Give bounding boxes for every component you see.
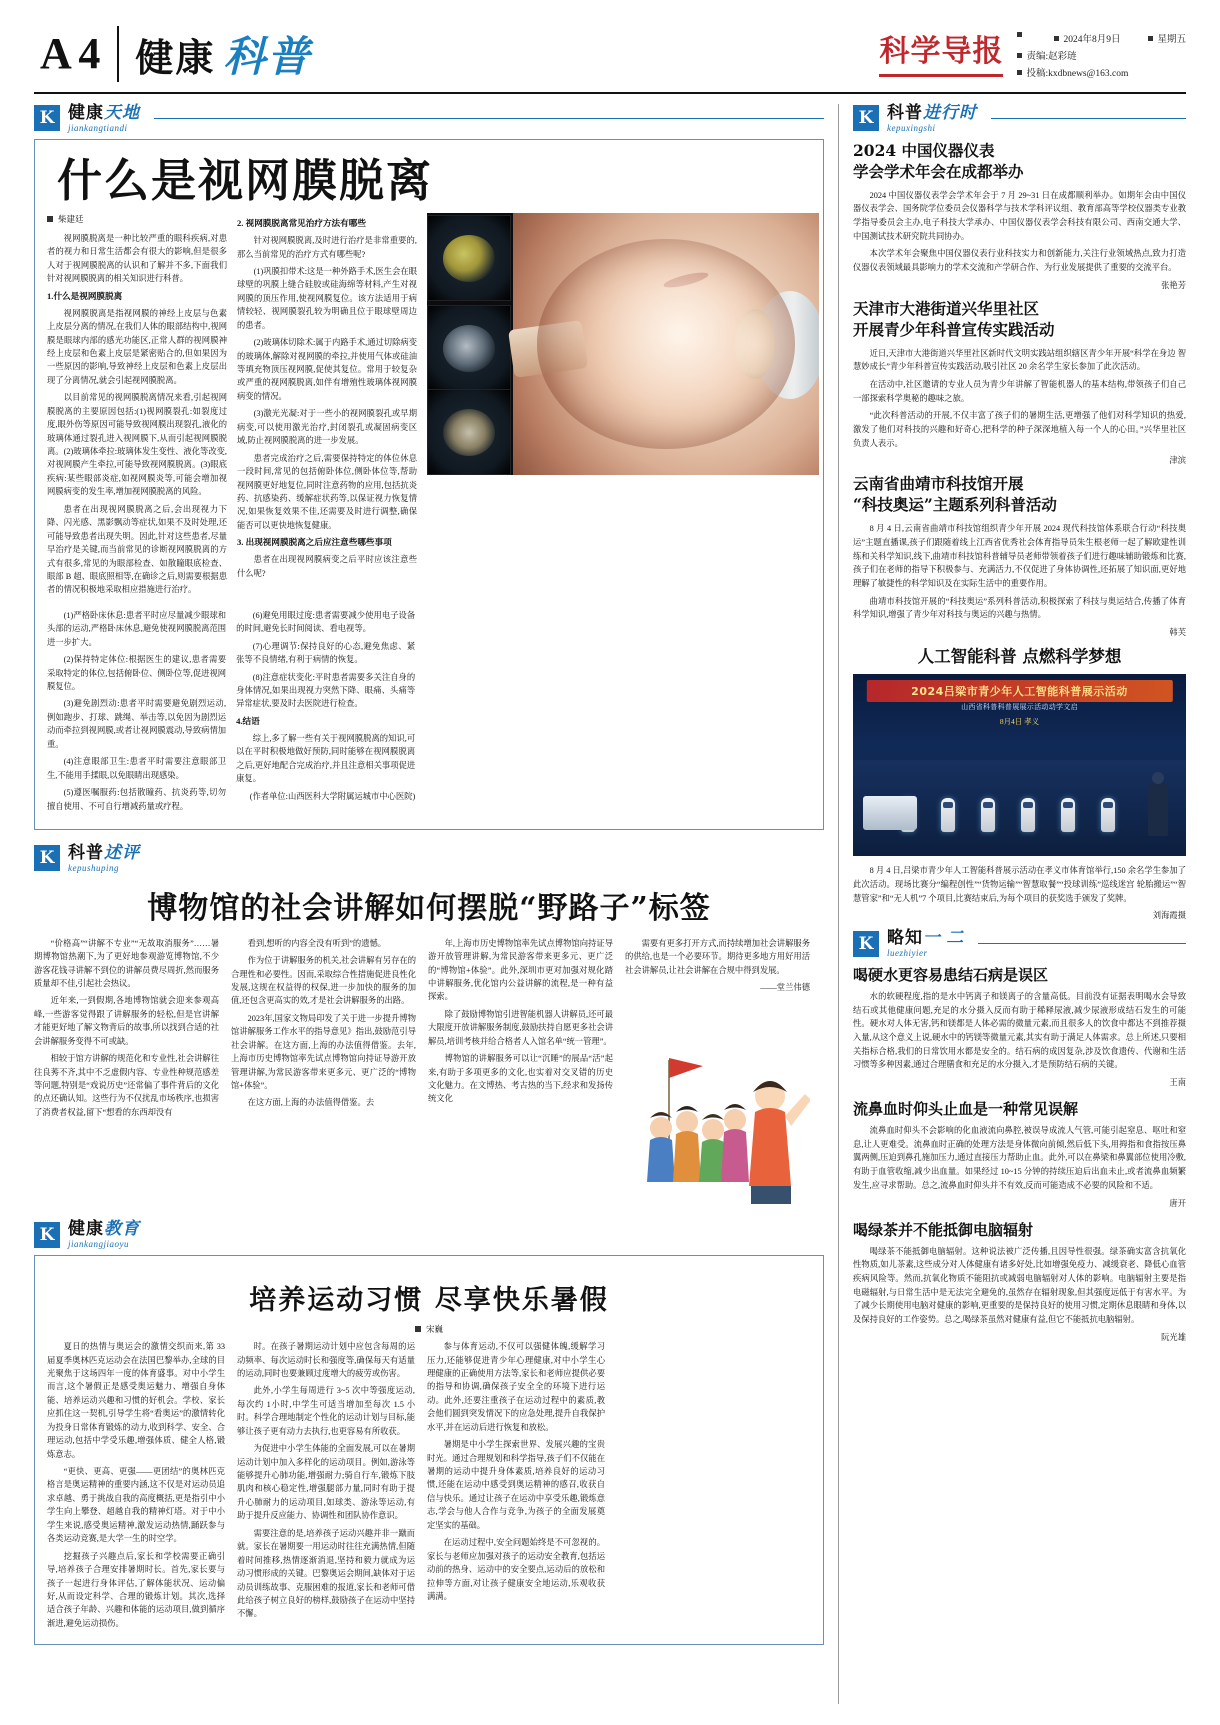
sec1-cn-blue: 天地 [104,103,140,122]
news1-title-line2: 学会学术年会在成都举办 [853,161,1024,181]
paragraph: 相较于馆方讲解的规范化和专业性,社会讲解往往良莠不齐,其中不乏虚假内容、专业性种规范感差等问题,特别是“戏说历史”还常偏了事件背后的文化的点还确认知。这些行为不仅扰乱市场秩序,也损害了消费者权益,留下“想看的东西却没有 [34,1054,219,1117]
article3-col4 [617,1340,795,1634]
news3-title-line1: 云南省曲靖市科技馆开展 [853,474,1024,494]
section-logo [117,26,311,82]
paragraph: 视网膜脱离是一种比较严重的眼科疾病,对患者的视力和日常生活都会有很大的影响,但是很多人对于视网膜脱离的认识和了解并不多,下面我们针对视网膜脱离的相关知识进行科普。 [47,233,227,284]
robot-icon [981,798,995,832]
exhibit-booth [863,796,917,830]
masthead-right [879,26,1186,83]
promo-signature: 刘海霞摄 [1152,911,1186,921]
paragraph: 参与体育运动,不仅可以强健体魄,缓解学习压力,还能够促进青少年心理健康,对中小学生心理健康的正确使用方法等,家长和老师应提供必要的指导和协调,确保孩子安全全的环境下进行运动。此外,还要注重孩子在运动过程中的素质,教会他们圆到突发情况下的应急处理,提升自我保护水平,并在运动后进行恢复和放松。 [427,1342,605,1432]
paragraph: 在活动中,社区邀请的专业人员为青少年讲解了智能机器人的基本结构,带领孩子们自己一部探索科学奥秘的趣味之旅。 [853,379,1186,403]
k-logo-icon: K [34,1222,60,1248]
paragraph: 综上,多了解一些有关于视网膜脱离的知识,可以在平时积极地做好预防,同时能够在视网膜脱离之后,更好地配合完成治疗,并且注意相关事项促进康复。 [236,733,416,784]
sec3-pinyin: jiankangjiaoyu [68,1239,129,1250]
article3-col1 [47,1340,225,1634]
promo-banner-text: 2024吕梁市青少年人工智能科普展示活动 [866,680,1172,702]
sec3-cn-blue: 教育 [104,1219,140,1239]
subheading: 1.什么是视网膜脱离 [47,290,123,301]
eye-thumbnail-1 [427,215,511,301]
news1-signature: 张艳芳 [1161,280,1186,290]
article1-col2 [237,213,417,601]
robot-icon [1101,798,1115,832]
paragraph: 年,上海市历史博物馆率先试点博物馆向持证导游开放管理讲解,为常民游客带来更多元、更广泛的“博物馆+体验”。此外,深圳市更对加强对规化踏中讲解服务,优化馆内公益讲解的流程,是一种有益探索。 [428,938,613,1002]
paragraph: (6)避免用眼过度:患者需要减少使用电子设备的时间,避免长时间阅读、看电视等。 [236,610,416,634]
robot-icon [941,798,955,832]
paragraph: 除了鼓励博物馆引进智能机器人讲解员,还可最大限度开放讲解服务制度,鼓励扶持自愿更多社会讲解员,培训考核并给合格者人入馆名单“统一管理”。 [428,1009,613,1046]
news3-body [853,522,1186,622]
sec1-pinyin: jiankangtiandi [68,122,128,133]
paragraph: 喝绿茶不能抵御电脑辐射。这种说法被广泛传播,且因导性很强。绿茶确实富含抗氧化性物质,如儿茶素,这些成分对人体健康有诸多好处,比如增强免疫力、减缓衰老、降低心血管疾病风险等。然而,抗氧化物质不能阻抗或减弱电脑辐射对人体的影响。电脑辐射主要是指电磁辐射,与日常生活中是无法完全避免的,虽然存在辐射现象,但其强度远低于有害水平。为了减少长期使用电脑对健康的影响,更重要的是保持良好的使用习惯,定期休息眼睛和身体,以及保持良好的工作姿势。总之,喝绿茶虽然对健康有益,但它不能抵抗电脑辐射。 [853,1246,1186,1324]
article-sports-habits [34,1255,824,1645]
sec2-pinyin: kepushuping [68,862,119,873]
promo-caption [853,864,1186,905]
paragraph: 在运动过程中,安全问题始终是不可忽视的。家长与老师应加强对孩子的运动安全教育,包括运动前的热身、运动中的安全要点,运动后的放松和拉伸等方面,对让孩子健康安全地运动,乐观收获满满。 [427,1538,605,1601]
robot-icon [1061,798,1075,832]
section-logo-cn1: 健康 [135,35,216,80]
lens [735,309,775,379]
paragraph: (1)巩膜扣带术:这是一种外路手术,医生会在眼球壁的巩膜上缝合硅胶或硅海绵等材料,产生对视网膜的顶压作用,使视网膜复位。该方法适用于病情较轻、视网膜裂孔较为明确且位于眼球壁周边的患者。 [237,266,417,330]
paragraph: 2024 中国仪器仪表学会学术年会于 7 月 29~31 日在成都顺利举办。如期年会由中国仪器仪表学会、国务院学位委员会仪器科学与技术学科评议组、教育部高等学校仪器类专业教学指导委员会主办,电子科技大学承办、中国仪器仪表学会科技有限公司、西南交通大学、中国测试技术研究院共同协办。 [853,190,1186,241]
rsec2-cn-black: 略知 [887,928,923,948]
paragraph: “此次科普活动的开展,不仅丰富了孩子们的暑期生活,更增强了他们对科学知识的热爱,激发了他们对科技的兴趣和好奇心,把科学的种子深深地植入每一个人的心田。”兴华里社区负责人表示。 [853,411,1186,448]
subheading: 3. 出现视网膜脱离之后应注意些哪些事项 [237,537,392,548]
article1-col4 [236,609,415,817]
paragraph: “更快、更高、更强——更团结”的奥林匹克格言是奥运精神的重要内涵,这不仅是对运动员追求卓越、勇于挑战自我的高度概括,更是指引中小学生向上攀登、超越自我的精神灯塔。对于中小学生来说,感受奥运精神,激发运动热情,踊跃参与各类运动竞赛,是大学一生的时空学。 [47,1467,225,1544]
tip1-signature: 王南 [1169,1078,1186,1088]
paragraph: (5)遵医嘱服药:包括散瞳药、抗炎药等,切勿擅自使用、不可自行增减药量或疗程。 [47,788,227,811]
paragraph: 夏日的热情与奥运会的激情交织而来,第 33 届夏季奥林匹克运动会在法国巴黎举办,全球的目光聚焦于这场四年一度的体育盛事。对中小学生而言,这个暑假正是感受奥运魅力、增强自身体能、培养运动兴趣和习惯的好机会。学校、家长应抓住这一契机,引导学生将“看奥运”的激情转化为投身日常体育锻炼的动力,收到科学、安全、合理运动,包括中学受乐趣,增强体质、健全人格,锻炼意志。 [47,1342,225,1459]
subheading: 4.结语 [236,715,260,726]
article-retinal-detachment [34,139,824,830]
promo-subtitle: 山西省科普科普展展示活动动学文启 [961,703,1078,712]
paragraph: 患者在出现视网膜病变之后平时应该注意些什么呢? [237,555,417,578]
tip1-body [853,990,1186,1072]
section-header-kepu-jinxingshi [853,104,1186,133]
paragraph: 以目前常见的视网膜脱离情况来看,引起视网膜脱离的主要原因包括:(1)视网膜裂孔:如裂度过度,眼外伤等原因可能导致视网膜出现裂孔,液化的玻璃体通过裂孔进入视网膜下,从而引起视网膜脱离。(2)玻璃体牵拉:玻璃体发生变性、液化等改变,对视网膜产生牵拉,可能导致视网膜脱离。(3)眼底疾病:某些眼部炎症,如视网膜炎等,可能会增加视网膜病变的发生率,增加视网膜脱离的风险。 [47,393,227,497]
article3-headline: 培养运动习惯 尽享快乐暑假 [249,1285,609,1317]
paragraph: 此外,小学生每周进行 3~5 次中等强度运动,每次约 1小时,中学生可适当增加至每次 1.5 小时。科学合理地制定个性化的运动计划与目标,能够让孩子更有动力去执行,也更容易有所收获。 [237,1386,415,1436]
article2-col3 [428,937,613,1211]
news-item [853,474,1186,638]
tip2-body [853,1124,1186,1192]
section-logo-cn2: 科普 [223,32,312,81]
issue-weekday: 星期五 [1148,32,1186,49]
article2-illustration [625,1000,810,1210]
optic-nerve [508,320,588,378]
paragraph: 视网膜脱离是指视网膜的神经上皮层与色素上皮层分离的情况,在我们人体的眼部结构中,视网膜是眼球内部的感光功能区,正常人群的视网膜神经上皮层和色素上皮层是紧密贴合的,但如果因为一些原因的影响,导致神经上皮层和色素上皮层出现了分离情况,就会引起视网膜脱离。 [47,308,227,385]
eye-anatomy-image [427,213,819,475]
paragraph: 暑期是中小学生探索世界、发展兴趣的宝贵时光。通过合理规划和科学指导,孩子们不仅能在暑期的运动中提升身体素质,培养良好的运动习惯,还能在运动中感受到奥运精神的感召,收获自信与快乐。通过让孩子在运动中享受乐趣,锻炼意志,学会与他人合作与竞争,为孩子的全面发展奠定坚实的基础。 [427,1440,605,1530]
tip2-signature: 唐开 [1169,1198,1186,1208]
paragraph: 针对视网膜脱离,及时进行治疗是非常重要的,那么当前常见的治疗方式有哪些呢? [237,236,417,259]
rsec2-pinyin: luezhiyier [887,947,928,958]
section-rule [991,118,1186,119]
promo-photo [853,674,1186,856]
guide-and-visitors-illustration [625,1000,810,1210]
submission-email: 投稿:kxdbnews@163.com [1017,66,1186,83]
issue-date: 2024年8月9日 [1054,32,1120,49]
rsec1-cn-blue: 进行时 [923,103,977,122]
eye-cross-section [513,213,819,475]
article1-byline: 柴建廷 [47,213,227,227]
article2-col2 [231,937,416,1211]
article3-col3 [427,1340,605,1634]
k-logo-icon: K [853,931,879,957]
section-rule [154,118,824,119]
paragraph: 为促进中小学生体能的全面发展,可以在暑期运动计划中加入多样化的运动项目。例如,游泳等能够提升心肺功能,增强耐力;骑自行车,锻炼下肢肌肉和核心稳定性,增强腿部力量,同时有助于提升心肺耐力的运动项目,如球类、游泳等运动,有助于提升反应能力、协调性和团队协作意识。 [237,1444,415,1521]
sec2-cn-black: 科普 [68,842,104,862]
article-museum-guides [34,883,824,1211]
paragraph: 8 月 4 日,云南省曲靖市科技馆组织青少年开展 2024 现代科技馆体系联合行动“科技奥运”主题直播课,孩子们跟随着线上江西省优秀社会体育指导员朱生根老师一起了解欧建性训练和关科学知识,线下,曲靖市科技馆科普辅导员老师带领着孩子们进行趣味辅助锻炼和比赛,孩子们在老师的指导下积极参与、充满活力,不仅促进了身体协调性,还拓展了知识面,更好地理解了敏捷性的科学知识及在实际生活中的重要作用。 [853,524,1186,588]
paragraph: 近日,天津市大港街道兴华里社区新时代文明实践站组织辖区青少年开展“科学在身边 智慧妙成长”青少年科普宣传实践活动,吸引社区 20 余名学生家长参加了此次活动。 [853,348,1186,372]
article1-col3 [47,609,226,817]
k-logo-icon: K [34,845,60,871]
rsec1-pinyin: kepuxingshi [887,122,936,133]
section-header-health-education [34,1220,824,1249]
paragraph: 患者完成治疗之后,需要保持特定的体位休息一段时间,常见的包括俯卧体位,侧卧体位等,帮助视网膜更好地复位,同时注意药物的应用,包括抗炎药、抗感染药、缓解症状药等,以保证视力恢复情况,如果恢复效果不佳,还需要及时进行调整,确保能否可以更快地恢复健康。 [237,453,417,530]
sec3-cn-black: 健康 [68,1219,104,1239]
news1-body [853,189,1186,275]
editor-line: 责编:赵彩琏 [1017,49,1186,66]
paragraph: 博物馆的讲解服务可以让“沉睡”的展品“活”起来,有助于多项更多的文化,也实着对交叉错的历史文化魅力。在文博热、考古热的当下,经求和发扬传统文化 [428,1054,613,1104]
sec1-cn-black: 健康 [68,103,104,122]
k-logo-icon: K [853,105,879,131]
news-item [853,141,1186,291]
tip3-title: 喝绿茶并不能抵御电脑辐射 [853,1220,1034,1239]
cornea [755,291,819,399]
eye-thumbnail-2 [427,305,511,391]
paragraph: 看到,想听的内容全没有听到”的遗憾。 [247,938,387,948]
news2-body [853,347,1186,451]
paragraph: (8)注意症状变化:平时患者需要多关注自身的身体情况,如果出现视力突然下降、眼痛、头痛等异常症状,要及时去医院进行检查。 [236,672,416,709]
article2-col1 [34,937,219,1211]
paragraph: (7)心理调节:保持良好的心态,避免焦虑、紧张等不良情绪,有利于病情的恢复。 [236,641,416,665]
section-header-luezhiyier [853,929,1186,958]
paragraph: 时。在孩子暑期运动计划中应包含每周的运动频率、每次运动时长和强度等,确保每天有适量的运动,同时也要兼顾过度增大的疲劳或伤害。 [237,1342,415,1378]
article1-col1 [47,213,227,601]
tip-item [853,1098,1186,1208]
news1-title-line1: 2024 中国仪器仪表 [853,140,995,160]
paragraph: 需要注意的是,培养孩子运动兴趣并非一蹴而就。家长在暑期要一用运动时往往充满热情,但随着时间推移,热情逐渐消退,坚持和毅力就成为运动习惯形成的关键。巴黎奥运会期间,缺体对于运动员训练故事、克服困难的报道,家长和老师可借此给孩子树立良好的榜样,鼓励孩子在运动中坚持不懈。 [237,1528,415,1619]
page-number: A 4 [40,29,100,78]
news-item [853,299,1186,467]
paragraph: (2)保持特定体位:根据医生的建议,患者需要采取特定的体位,包括俯卧位、侧卧位等,促进视网膜复位。 [47,655,227,691]
eye-thumbnail-3 [427,389,511,475]
robot-icon [1021,798,1035,832]
paragraph: (2)玻璃体切除术:属于内路手术,通过切除病变的玻璃体,解除对视网膜的牵拉,并使用气体或硅油等填充物顶压视网膜,促使其复位。常用于较复杂或严重的视网膜脱离,如伴有增殖性玻璃体视网膜病变的情况。 [237,338,417,401]
masthead-meta [1017,26,1186,83]
section-header-health-world [34,104,824,133]
article2-col4 [625,937,810,1211]
paragraph: 8 月 4 日,吕梁市青少年人工智能科普展示活动在孝义市体育馆举行,150 余名学生参加了此次活动。现场比赛分“编程创性”“货物运输”“智慧取餐”“投球训练”巡线迷宫 轮胎搬运”“智慧管家”和“无人机”7 个项目,比赛结束后,为每个项目的获奖选手颁发了奖牌。 [853,866,1186,903]
tip3-body [853,1245,1186,1327]
paragraph: 流鼻血时仰头不会影响的化血液流向鼻腔,被误导成流人气管,可能引起窒息、呕吐和窒息,让人更难受。流鼻血时正确的处理方法是身体微向前倾,然后低下头,用拇指和食指按压鼻翼两侧,压迫到鼻孔施加压力,通过直接压力帮助止血。此外,可以在鼻梁和鼻翼部位使用冷敷,有助于血管收缩,减少出血量。如果经过 10~15 分钟的持续压迫后出血未止,或者流鼻血频繁发生,应寻求帮助。总之,流鼻血时仰头并不有效,反而可能造成不必要的风险和不适。 [853,1126,1186,1190]
paragraph: 曲靖市科技馆开展的“科技奥运”系列科普活动,积极探索了科技与奥运结合,传播了体育科学知识,增强了青少年对科技与奥运的兴趣与热情。 [853,596,1186,620]
article3-byline: 宋巍 [47,1323,811,1335]
section-header-kepushuping [34,844,824,873]
tip1-title: 喝硬水更容易患结石病是误区 [853,965,1049,984]
tip2-title: 流鼻血时仰头止血是一种常见误解 [853,1100,1079,1119]
paragraph: 水的软硬程度,指的是水中钙离子和镁离子的含量高低。目前没有证据表明喝水会导致结石或其他健康问题,充足的水分摄入反而有助于稀释尿液,减少尿液形成结石发生的可能性。硬水对人体无害,钙和镁都是人体必需的微量元素,而且很多人的饮食中都达不到推荐摄入量,从这个意义上说,硬水中的钙镁等微量元素,其实有助于满足人体需求。总上所述,只要相关指标合格,我们的日常饮用水都是安全的。结石病的成因复杂,涉及饮食遗传、代谢和生活习惯等多种因素,通过合理膳食和充足的水分摄入,才是预防结石病的关键。 [853,991,1186,1070]
promo-title: 人工智能科普 点燃科学梦想 [917,646,1122,666]
news2-signature: 津滨 [1169,456,1186,466]
rsec2-cn-blue: 一 二 [923,928,965,948]
paragraph: 需要有更多打开方式,而持续增加社会讲解服务的供给,也是一个必要环节。期待更多地方用好用活社会讲解员,让社会讲解在合规中得到发展。 [625,938,810,975]
section-rule [978,943,1186,944]
right-column [838,104,1186,1704]
paragraph: (1)严格卧床休息:患者平时应尽量减少眼球和头部的运动,严格卧床休息,避免使视网膜脱离范围进一步扩大。 [47,610,227,647]
tip3-signature: 阮光雄 [1161,1332,1186,1342]
promo-date: 8月4日 孝义 [999,717,1040,727]
paragraph: 挖掘孩子兴趣点后,家长和学校需要正确引导,培养孩子合理安排暑期时长。首先,家长要与孩子一起进行身体评估,了解体能状况、运动偏好,从而设定科学、合理的锻炼计划。其次,选择适合孩子年龄、兴趣和体能的运动项目,做到循序渐进,避免运动损伤。 [47,1551,225,1628]
subheading: 2. 视网膜脱离常见治疗方法有哪些 [237,218,366,229]
news3-signature: 韩芙 [1169,627,1186,637]
news2-title-line1: 天津市大港街道兴华里社区 [853,298,1040,318]
paragraph: 近年来,一到假期,各地博物馆就会迎来参观高峰,一些游客觉得跟了讲解服务的轻松,但是官讲解才能更好地了解文物背后的故事,所以找到合适的社会讲解服务变得不可或缺。 [34,996,219,1046]
visitor-figure [1148,782,1168,836]
masthead [34,26,1186,94]
news3-title-line2: “科技奥运”主题系列科普活动 [853,495,1057,515]
tip-item [853,964,1186,1088]
paragraph: “价格高”“讲解不专业”“无故取消服务”……暑期博物馆热潮下,为了更好地参观游览博物馆,不少游客花钱寻讲解不到位的讲解员费尽周折,然而服务质量却不佳,引起社会热议。 [34,938,219,988]
rsec1-cn-black: 科普 [887,103,923,122]
news2-title-line2: 开展青少年科普宣传实践活动 [853,319,1055,339]
paragraph: (3)激光光凝:对于一些小的视网膜裂孔或早期病变,可以使用激光治疗,封闭裂孔或凝固病变区域,防止视网膜脱离的进一步发展。 [237,409,417,446]
article2-headline: 博物馆的社会讲解如何摆脱“野路子”标签 [147,890,711,926]
article1-signature: (作者单位:山西医科大学附属运城市中心医院) [249,791,416,801]
retina-tear [662,270,709,291]
sec2-cn-blue: 述评 [104,842,140,862]
paragraph: 2023年,国家文物局印发了关于进一步提升博物馆讲解服务工作水平的指导意见》指出,鼓励范引导社会讲解。在这方面,上海的办法值得借鉴。去年,上海市历史博物馆率先试点博物馆向持证导游开放管理讲解,为常民游客带来更多元、更广泛的“博物馆+体验”。 [231,1013,416,1090]
tip-item [853,1219,1186,1343]
left-column [34,104,824,1704]
paragraph: 本次学术年会聚焦中国仪器仪表行业科技实力和创新能力,关注行业领域热点,致力打造仪器仪表领域最具影响力的学术交流和产学研合作、为行业发展提供了重要的交流平台。 [853,249,1186,272]
article3-col2 [237,1340,415,1634]
paragraph: (3)避免剧烈动:患者平时需要避免剧烈运动,例如跑步、打球、跳绳、举击等,以免因为剧烈运动而牵拉到视网膜,或者让视网膜震动,导致病情加重。 [47,699,227,749]
paragraph: 在这方面,上海的办法值得借鉴。去 [247,1098,375,1108]
paragraph: 患者在出现视网膜脱离之后,会出现视力下降、闪光感、黑影飘动等症状,如果不及时处理,还可能导致患者出现失明。因此,针对这些患者,尽量早治疗是关键,而当前常见的诊断视网膜脱离的方式有很多,常见的为眼部检查、如散瞳眼底检查、眼部 B 超、眼底照相等,在确诊之后,则需要根据患者的情况积极地采取相应措施进行治疗。 [47,504,227,595]
paper-title: 科学导报 [879,34,1003,77]
article2-signature: ——堂兰伟德 [760,982,810,992]
paragraph: (4)注意眼部卫生:患者平时需要注意眼部卫生,不能用手揉眼,以免眼睛出现感染。 [47,757,227,780]
article1-headline: 什么是视网膜脱离 [57,153,434,207]
article1-figure [427,213,819,601]
k-logo-icon: K [34,105,60,131]
photo-news-ai [853,646,1186,921]
paragraph: 作为位于讲解服务的机关,社会讲解有另存在的合理性和必要性。因而,采取综合性措施促进良性化发展,这规在权益得的权保,进一步加快的服务的加值,还包含更高实的效,才是社会讲解服务的出路。 [231,956,416,1006]
